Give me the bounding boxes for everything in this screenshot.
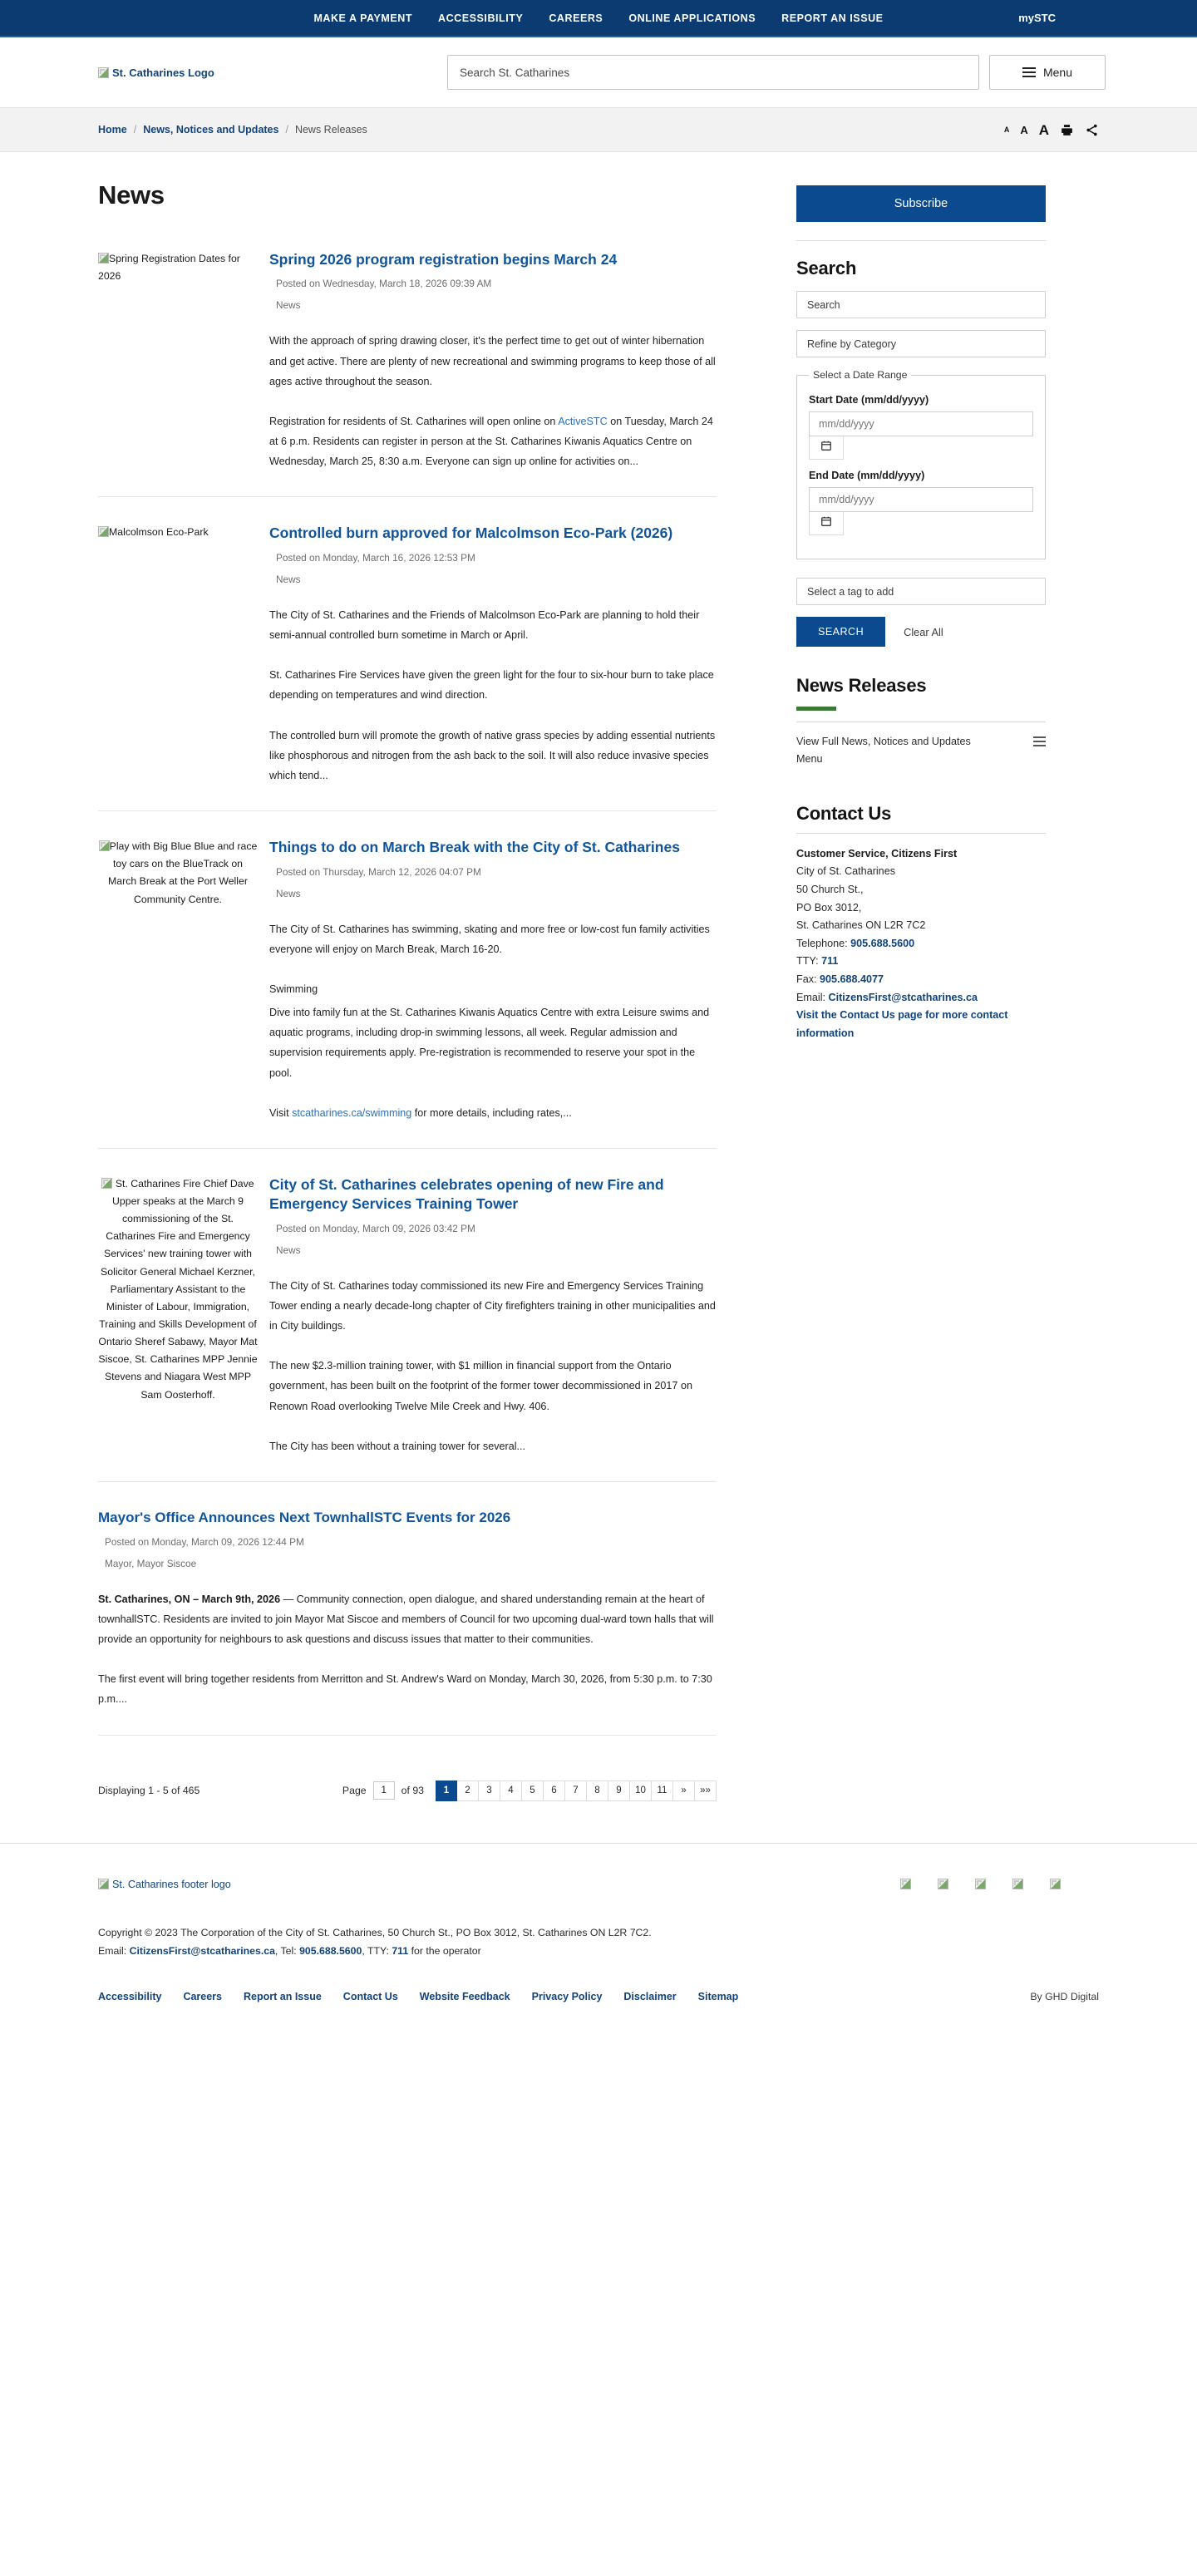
breadcrumb-item-news-notices-updates[interactable]: News, Notices and Updates xyxy=(143,124,279,135)
contact-more-row xyxy=(796,1007,1046,1042)
pagination-page-6[interactable]: 6 xyxy=(544,1781,565,1801)
footer-copyright: Copyright © 2023 The Corporation of the City of St. Catharines, 50 Church St., PO Box 3012, St. Catharines ON L2R 7C2. xyxy=(98,1926,652,1938)
news-list-item xyxy=(98,524,717,811)
footer-link-website-feedback[interactable]: Website Feedback xyxy=(419,1991,510,2003)
article-thumbnail xyxy=(98,524,269,786)
breadcrumb-item-home[interactable]: Home xyxy=(98,124,127,135)
menu-button-label: Menu xyxy=(1042,66,1073,79)
activestc-link[interactable]: ActiveSTC xyxy=(558,415,608,427)
youtube-icon[interactable] xyxy=(1012,1879,1023,1889)
footer-link-accessibility[interactable]: Accessibility xyxy=(98,1991,162,2003)
page-body xyxy=(0,152,1197,1823)
start-date-calendar-button[interactable] xyxy=(809,436,844,460)
page-title: News xyxy=(98,180,165,209)
top-utility-links xyxy=(313,12,883,24)
start-date-label: Start Date (mm/dd/yyyy) xyxy=(809,394,929,406)
date-range-fieldset xyxy=(796,369,1046,559)
news-releases-section xyxy=(796,675,1046,783)
social-links xyxy=(900,1879,1099,1889)
broken-image-icon xyxy=(99,840,110,851)
sidebar-search-heading: Search xyxy=(796,258,857,278)
sidebar-search-button[interactable]: SEARCH xyxy=(796,617,885,647)
footer-logo[interactable] xyxy=(98,1879,231,1890)
mystc-link[interactable]: mySTC xyxy=(1018,12,1056,24)
end-date-input[interactable] xyxy=(809,487,1033,512)
article-title-link[interactable]: Spring 2026 program registration begins March 24 xyxy=(269,251,618,268)
subscribe-button[interactable]: Subscribe xyxy=(796,185,1046,222)
article-paragraph: Dive into family fun at the St. Catharines Kiwanis Aquatics Centre with extra Leisure swims and aquatic programs, including drop-in swimming lessons, all week. Regular admission and supervision requirements apply. Pre-registration is recommended to reserve your spot in the pool. xyxy=(269,1007,710,1079)
sidebar xyxy=(796,152,1046,1823)
breadcrumb-separator: / xyxy=(133,124,137,135)
header-search-area xyxy=(447,55,1106,90)
topbar-link-make-a-payment[interactable]: MAKE A PAYMENT xyxy=(313,12,413,24)
article-subheading: Swimming xyxy=(269,983,318,995)
broken-image-icon xyxy=(98,1879,109,1889)
broken-image-icon xyxy=(101,1178,112,1189)
article-categories: News xyxy=(276,887,301,899)
broken-image-icon xyxy=(98,67,109,78)
footer-byline: By GHD Digital xyxy=(1030,1991,1099,2003)
contact-tty-row xyxy=(796,953,1046,971)
breadcrumb-current: News Releases xyxy=(294,124,367,135)
footer-link-sitemap[interactable]: Sitemap xyxy=(697,1991,739,2003)
article-thumbnail xyxy=(98,1175,269,1456)
end-date-label: End Date (mm/dd/yyyy) xyxy=(809,470,925,481)
broken-image-icon xyxy=(98,526,109,537)
contact-fax-row xyxy=(796,971,1046,989)
article-thumbnail-alt: St. Catharines Fire Chief Dave Upper speaks at the March 9 commissioning of the St. Catharines Fire and Emergency Services' new training tower with Solicitor General Michael Kerzner, Parliamentary Assistant to the Minister of Labour, Immigration, Training and Skills Development of Ontario Sheref Sabawy, Mayor Mat Siscoe, St. Catharines MPP Jennie Stevens and Niagara West MPP Sam Oosterhoff. xyxy=(98,1177,258,1401)
site-logo[interactable] xyxy=(0,66,224,79)
article-categories: Mayor, Mayor Siscoe xyxy=(105,1557,197,1569)
footer-link-contact-us[interactable]: Contact Us xyxy=(342,1991,398,2003)
pagination-last[interactable]: »» xyxy=(695,1781,717,1801)
contact-email-label: Email: xyxy=(796,991,829,1003)
contact-pobox: PO Box 3012, xyxy=(796,901,862,914)
contact-us-heading: Contact Us xyxy=(796,802,892,824)
pagination-page-input[interactable] xyxy=(373,1781,395,1800)
instagram-icon[interactable] xyxy=(975,1879,986,1889)
footer-tel-link[interactable]: 905.688.5600 xyxy=(299,1945,362,1958)
pagination-controls xyxy=(342,1781,717,1801)
footer-link-report-an-issue[interactable]: Report an Issue xyxy=(244,1991,322,2003)
footer-top xyxy=(0,1843,1197,1890)
site-logo-alt-text: St. Catharines Logo xyxy=(112,66,214,79)
paragraph-text-post: on Tuesday, March 24 at 6 p.m. Residents can register in person at the St. Catharines Kiwanis Aquatics Centre on Wednesday, March 25, 8:30 a.m. Everyone can sign up online for activities on... xyxy=(269,415,713,468)
hamburger-icon xyxy=(1033,733,1046,746)
twitter-icon[interactable] xyxy=(938,1879,948,1889)
full-menu-row[interactable] xyxy=(796,722,1046,783)
refine-by-category-select[interactable] xyxy=(796,330,1046,357)
linkedin-icon[interactable] xyxy=(1050,1879,1061,1889)
menu-button[interactable] xyxy=(989,55,1106,90)
swimming-page-link[interactable]: stcatharines.ca/swimming xyxy=(292,1106,412,1119)
article-thumbnail-alt: Spring Registration Dates for 2026 xyxy=(98,253,240,283)
footer-links xyxy=(0,1961,1197,2036)
heading-accent-bar xyxy=(796,707,836,711)
date-range-legend: Select a Date Range xyxy=(813,369,908,381)
hamburger-icon xyxy=(1022,67,1036,77)
paragraph-text-pre: Visit xyxy=(269,1106,293,1119)
breadcrumb-bar xyxy=(0,107,1197,152)
topbar-link-careers[interactable]: CAREERS xyxy=(549,12,603,24)
footer-tty-label: , TTY: xyxy=(362,1945,392,1958)
search-input[interactable] xyxy=(447,55,979,90)
topbar-link-report-an-issue[interactable]: REPORT AN ISSUE xyxy=(781,12,884,24)
article-paragraph: The controlled burn will promote the growth of native grass species by adding essential nutrients like phosphorous and nitrogen from the ash back to the soil. It will also reduce invasive species which tend... xyxy=(269,729,716,781)
broken-image-icon xyxy=(98,253,109,264)
footer-tel-label: , Tel: xyxy=(274,1945,300,1958)
share-icon[interactable] xyxy=(1085,123,1099,137)
pagination-page-10[interactable]: 10 xyxy=(630,1781,652,1801)
start-date-input[interactable] xyxy=(809,411,1033,436)
pagination-page-1[interactable]: 1 xyxy=(436,1781,457,1801)
tag-select-input[interactable] xyxy=(796,578,1046,605)
article-paragraph: The City of St. Catharines and the Friends of Malcolmson Eco-Park are planning to hold their semi-annual controlled burn sometime in March or April. xyxy=(269,608,700,642)
footer-link-careers[interactable]: Careers xyxy=(183,1991,223,2003)
article-lead-paragraph xyxy=(98,1589,717,1650)
contact-street: 50 Church St., xyxy=(796,883,864,895)
contact-fax-label: Fax: xyxy=(796,973,820,986)
paragraph-text-pre: Registration for residents of St. Catharines will open online on xyxy=(269,415,559,427)
main-content xyxy=(98,152,717,1823)
article-thumbnail xyxy=(98,838,269,1123)
footer-contact-line xyxy=(98,1942,1099,1961)
sidebar-divider xyxy=(796,833,1046,834)
news-list-item xyxy=(98,838,717,1149)
pagination-info: Displaying 1 - 5 of 465 xyxy=(98,1785,200,1797)
article-body xyxy=(269,1175,717,1456)
clear-all-link[interactable]: Clear All xyxy=(904,625,943,638)
article-paragraph: The first event will bring together residents from Merritton and St. Andrew's Ward on Monday, March 30, 2026, from 5:30 p.m. to 7:30 p.m.... xyxy=(98,1673,712,1706)
footer-tty-post: for the operator xyxy=(408,1945,481,1958)
contact-telephone-label: Telephone: xyxy=(796,937,851,949)
article-paragraph-with-link xyxy=(269,1103,717,1123)
pagination-page-5[interactable]: 5 xyxy=(522,1781,544,1801)
contact-city-postal: St. Catharines ON L2R 7C2 xyxy=(796,919,926,932)
text-size-medium-icon[interactable]: A xyxy=(1020,123,1028,136)
search-actions xyxy=(796,617,1046,647)
end-date-calendar-button[interactable] xyxy=(809,512,844,535)
footer-tty-link[interactable]: 711 xyxy=(392,1945,409,1958)
pagination-total-label: of 93 xyxy=(401,1785,424,1797)
pagination-page-4[interactable]: 4 xyxy=(500,1781,522,1801)
footer-email-link[interactable]: CitizensFirst@stcatharines.ca xyxy=(129,1945,275,1958)
footer-link-privacy-policy[interactable]: Privacy Policy xyxy=(531,1991,603,2003)
sidebar-search-input[interactable] xyxy=(796,291,1046,318)
topbar-link-online-applications[interactable]: ONLINE APPLICATIONS xyxy=(628,12,756,24)
contact-telephone-row xyxy=(796,935,1046,953)
article-lead-rest: — Community connection, open dialogue, and shared understanding remain at the heart of townhallSTC. Residents are invited to join Mayor Mat Siscoe and members of Council for two upcoming dual-ward town halls that will provide an opportunity for neighbours to ask questions and discuss issues that matter to their communities. xyxy=(98,1593,714,1646)
news-releases-heading: News Releases xyxy=(796,675,927,696)
page-tools xyxy=(1004,123,1099,137)
breadcrumb xyxy=(98,124,367,135)
article-categories: News xyxy=(276,299,301,312)
article-posted-date: Posted on Monday, March 16, 2026 12:53 PM xyxy=(276,551,475,564)
article-categories: News xyxy=(276,573,301,585)
article-posted-date: Posted on Wednesday, March 18, 2026 09:39 AM xyxy=(276,278,492,290)
news-list-item xyxy=(98,1509,717,1736)
article-posted-date: Posted on Monday, March 09, 2026 12:44 PM xyxy=(105,1535,304,1548)
pagination-page-7[interactable]: 7 xyxy=(565,1781,587,1801)
article-paragraph: The new $2.3-million training tower, with $1 million in financial support from the Ontario government, has been built on the footprint of the former tower decommissioned in 2017 on Renown Road overlooking Twelve Mile Creek and Hwy. 406. xyxy=(269,1360,692,1412)
footer-legal xyxy=(0,1890,1197,1961)
footer-link-disclaimer[interactable]: Disclaimer xyxy=(623,1991,677,2003)
article-body xyxy=(269,524,717,786)
paragraph-text-post: for more details, including rates,... xyxy=(411,1106,572,1119)
article-title-link[interactable]: Things to do on March Break with the City of St. Catharines xyxy=(269,839,680,856)
pagination xyxy=(98,1762,717,1823)
pagination-page-2[interactable]: 2 xyxy=(457,1781,479,1801)
article-posted-date: Posted on Monday, March 09, 2026 03:42 PM xyxy=(276,1222,475,1234)
contact-tty-label: TTY: xyxy=(796,955,822,968)
article-paragraph: With the approach of spring drawing closer, it's the perfect time to get out of winter hibernation and get active. There are plenty of new recreational and swimming programs to keep those of all ages active throughout the season. xyxy=(269,335,716,387)
text-size-small-icon[interactable]: A xyxy=(1003,125,1010,134)
topbar-link-accessibility[interactable]: ACCESSIBILITY xyxy=(438,12,524,24)
article-paragraph-with-link xyxy=(269,411,717,472)
article-lead-dateline: St. Catharines, ON – March 9th, 2026 xyxy=(98,1593,281,1605)
sidebar-divider xyxy=(796,240,1046,241)
article-title-link[interactable]: Mayor's Office Announces Next TownhallSTC Events for 2026 xyxy=(98,1510,511,1525)
calendar-icon xyxy=(820,440,832,456)
news-list-item xyxy=(98,250,717,497)
article-paragraph: The City of St. Catharines today commissioned its new Fire and Emergency Services Training Tower ending a nearly decade-long chapter of City firefighters training in other municipalities and in City buildings. xyxy=(269,1279,716,1332)
contact-telephone-link[interactable]: 905.688.5600 xyxy=(850,937,915,949)
contact-us-section xyxy=(796,803,1046,1043)
footer-email-label: Email: xyxy=(98,1945,130,1958)
article-thumbnail xyxy=(98,250,269,471)
facebook-icon[interactable] xyxy=(900,1879,911,1889)
contact-us-page-link[interactable]: Visit the Contact Us page for more contact information xyxy=(796,1009,1008,1040)
pagination-page-label: Page xyxy=(342,1785,367,1797)
article-body xyxy=(269,250,717,471)
footer-logo-alt-text: St. Catharines footer logo xyxy=(112,1878,231,1890)
article-posted-date: Posted on Thursday, March 12, 2026 04:07 PM xyxy=(276,865,481,878)
print-icon[interactable] xyxy=(1060,123,1074,137)
article-body xyxy=(269,838,717,1123)
article-title-link[interactable]: Controlled burn approved for Malcolmson Eco-Park (2026) xyxy=(269,525,673,542)
pagination-page-9[interactable]: 9 xyxy=(608,1781,630,1801)
article-paragraph: The City has been without a training tower for several... xyxy=(269,1440,525,1452)
calendar-icon xyxy=(820,515,832,531)
contact-organization: City of St. Catharines xyxy=(796,865,895,878)
article-thumbnail-alt: Malcolmson Eco-Park xyxy=(109,526,209,539)
breadcrumb-separator-2: / xyxy=(285,124,288,135)
news-list-item xyxy=(98,1175,717,1482)
article-thumbnail-alt: Play with Big Blue Blue and race toy cars on the BlueTrack on March Break at the Port Weller Community Centre. xyxy=(108,840,258,905)
contact-email-row xyxy=(796,989,1046,1007)
contact-email-link[interactable]: CitizensFirst@stcatharines.ca xyxy=(828,991,978,1003)
pagination-page-11[interactable]: 11 xyxy=(652,1781,673,1801)
contact-fax-link[interactable]: 905.688.4077 xyxy=(820,973,884,986)
article-paragraph: St. Catharines Fire Services have given the green light for the four to six-hour burn to take place depending on temperatures and wind direction. xyxy=(269,669,714,702)
top-utility-bar xyxy=(0,0,1197,37)
contact-tty-link[interactable]: 711 xyxy=(821,955,839,968)
pagination-page-8[interactable]: 8 xyxy=(587,1781,608,1801)
contact-department: Customer Service, Citizens First xyxy=(796,847,958,859)
full-menu-label: View Full News, Notices and Updates Menu xyxy=(796,736,971,765)
pagination-next[interactable]: » xyxy=(673,1781,695,1801)
article-categories: News xyxy=(276,1244,301,1256)
text-size-large-icon[interactable]: A xyxy=(1038,121,1049,138)
site-header xyxy=(0,37,1197,107)
pagination-page-list xyxy=(436,1781,717,1801)
article-paragraph: The City of St. Catharines has swimming, skating and more free or low-cost fun family activities everyone will enjoy on March Break, March 16-20. xyxy=(269,923,710,955)
article-title-link[interactable]: City of St. Catharines celebrates opening of new Fire and Emergency Services Training Tower xyxy=(269,1175,664,1213)
pagination-page-3[interactable]: 3 xyxy=(479,1781,500,1801)
